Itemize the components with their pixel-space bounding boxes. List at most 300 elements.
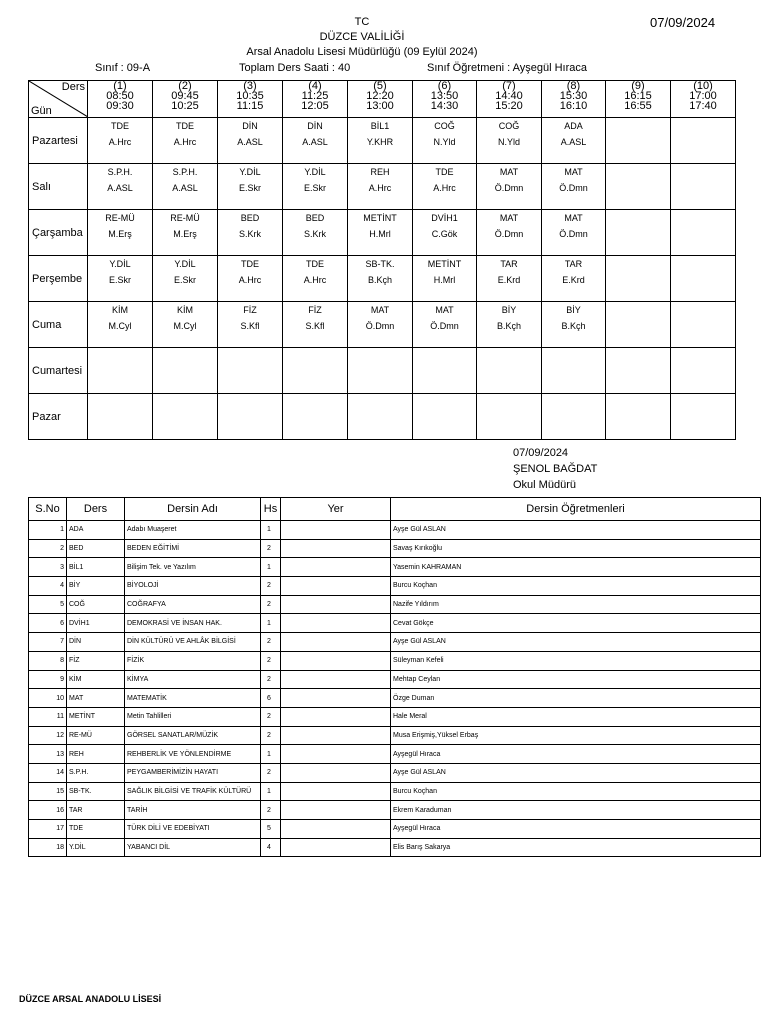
lesson-teacher: S.Krk bbox=[238, 229, 261, 239]
period-header bbox=[283, 81, 348, 118]
day-name: Perşembe bbox=[29, 256, 88, 302]
lesson-cell bbox=[413, 118, 477, 164]
lesson-cell bbox=[477, 210, 542, 256]
period-start: 11:25 bbox=[301, 90, 329, 102]
period-no: (3) bbox=[243, 80, 257, 92]
course-teachers: Yasemin KAHRAMAN bbox=[391, 558, 761, 577]
course-hours: 1 bbox=[261, 782, 281, 801]
lesson-cell bbox=[671, 118, 736, 164]
period-no: (1) bbox=[113, 80, 127, 92]
period-end: 09:30 bbox=[106, 100, 134, 112]
lesson-teacher: E.Skr bbox=[173, 275, 196, 285]
course-number: 18 bbox=[29, 838, 67, 857]
course-location bbox=[281, 577, 391, 596]
lesson-code: COĞ bbox=[498, 121, 520, 131]
day-row bbox=[29, 118, 736, 164]
corner-cell bbox=[29, 81, 88, 118]
lesson-cell bbox=[88, 210, 153, 256]
lesson-teacher: Ö.Dmn bbox=[559, 229, 588, 239]
lesson-teacher: A.Hrc bbox=[368, 183, 392, 193]
lesson-cell bbox=[542, 256, 606, 302]
header-school: Arsal Anadolu Lisesi Müdürlüğü (09 Eylül 2024) bbox=[246, 46, 478, 58]
lesson-cell bbox=[413, 348, 477, 394]
course-hours: 5 bbox=[261, 820, 281, 839]
course-hours: 1 bbox=[261, 745, 281, 764]
course-hours: 2 bbox=[261, 763, 281, 782]
lesson-teacher: A.Hrc bbox=[238, 275, 262, 285]
lesson-teacher: A.ASL bbox=[107, 183, 133, 193]
lesson-cell bbox=[606, 348, 671, 394]
period-header bbox=[477, 81, 542, 118]
lesson-cell bbox=[218, 256, 283, 302]
lesson-cell bbox=[88, 394, 153, 440]
total-hours: Toplam Ders Saati : 40 bbox=[239, 62, 351, 74]
lesson-teacher: Ö.Dmn bbox=[430, 321, 459, 331]
lesson-teacher: N.Yld bbox=[497, 137, 520, 147]
lesson-code: METİNT bbox=[427, 259, 462, 269]
course-number: 17 bbox=[29, 820, 67, 839]
lesson-code: RE-MÜ bbox=[105, 213, 135, 223]
lesson-teacher: E.Skr bbox=[303, 183, 326, 193]
course-teachers: Burcu Koçhan bbox=[391, 782, 761, 801]
lesson-teacher: Ö.Dmn bbox=[494, 229, 524, 239]
lesson-cell bbox=[606, 394, 671, 440]
lesson-cell bbox=[348, 256, 413, 302]
corner-gun-label: Gün bbox=[31, 105, 52, 117]
class-teacher: Sınıf Öğretmeni : Ayşegül Hıraca bbox=[427, 62, 587, 74]
footer-school-name: DÜZCE ARSAL ANADOLU LİSESİ bbox=[19, 994, 162, 1004]
period-start: 12:20 bbox=[366, 90, 394, 102]
lesson-code: TDE bbox=[176, 121, 194, 131]
lesson-teacher: S.Krk bbox=[303, 229, 326, 239]
course-row bbox=[29, 707, 761, 726]
corner-ders-label: Ders bbox=[61, 81, 85, 93]
lesson-teacher: S.Kfl bbox=[305, 321, 325, 331]
lesson-cell bbox=[88, 164, 153, 210]
lesson-cell bbox=[218, 118, 283, 164]
course-name: DİN KÜLTÜRÜ VE AHLÂK BİLGİSİ bbox=[125, 633, 261, 652]
lesson-cell bbox=[477, 302, 542, 348]
course-name: Bilişim Tek. ve Yazılım bbox=[125, 558, 261, 577]
period-start: 08:50 bbox=[106, 90, 134, 102]
course-number: 9 bbox=[29, 670, 67, 689]
course-teachers: Hale Meral bbox=[391, 707, 761, 726]
course-row bbox=[29, 651, 761, 670]
day-name: Cuma bbox=[29, 302, 88, 348]
period-end: 14:30 bbox=[430, 100, 459, 112]
period-end: 15:20 bbox=[495, 100, 523, 112]
course-name: BEDEN EĞİTİMİ bbox=[125, 539, 261, 558]
lesson-code: MAT bbox=[499, 167, 519, 177]
lesson-code: METİNT bbox=[363, 213, 397, 223]
lesson-cell bbox=[218, 164, 283, 210]
lesson-cell bbox=[477, 118, 542, 164]
lesson-teacher: N.Yld bbox=[433, 137, 456, 147]
course-hours: 1 bbox=[261, 521, 281, 540]
course-code: DİN bbox=[67, 633, 125, 652]
period-header bbox=[671, 81, 736, 118]
course-hours: 1 bbox=[261, 558, 281, 577]
lesson-teacher: Ö.Dmn bbox=[365, 321, 395, 331]
course-hours: 2 bbox=[261, 670, 281, 689]
lesson-code: BİY bbox=[566, 305, 581, 315]
lesson-cell bbox=[348, 164, 413, 210]
course-code: BİL1 bbox=[67, 558, 125, 577]
course-name: Adabı Muaşeret bbox=[125, 521, 261, 540]
lesson-code: BED bbox=[305, 213, 325, 223]
lesson-teacher: A.ASL bbox=[237, 137, 263, 147]
lesson-cell bbox=[283, 348, 348, 394]
course-teachers: Elis Barış Sakarya bbox=[391, 838, 761, 857]
course-hours: 2 bbox=[261, 539, 281, 558]
signature-name: ŞENOL BAĞDAT bbox=[513, 463, 598, 475]
lesson-cell bbox=[283, 118, 348, 164]
course-header-cell: Ders bbox=[67, 498, 125, 521]
lesson-cell bbox=[606, 210, 671, 256]
lesson-cell bbox=[153, 348, 218, 394]
lesson-code: DİN bbox=[307, 121, 323, 131]
lesson-cell bbox=[348, 394, 413, 440]
course-location bbox=[281, 633, 391, 652]
course-teachers: Ayşe Gül ASLAN bbox=[391, 633, 761, 652]
course-name: SAĞLIK BİLGİSİ VE TRAFİK KÜLTÜRÜ bbox=[125, 782, 261, 801]
course-location bbox=[281, 820, 391, 839]
period-start: 09:45 bbox=[171, 90, 199, 102]
course-code: MAT bbox=[67, 689, 125, 708]
lesson-cell bbox=[606, 302, 671, 348]
lesson-cell bbox=[88, 256, 153, 302]
course-teachers: Ayşegül Hıraca bbox=[391, 745, 761, 764]
course-teachers: Cevat Gökçe bbox=[391, 614, 761, 633]
course-teachers: Savaş Kırıkoğlu bbox=[391, 539, 761, 558]
course-row bbox=[29, 633, 761, 652]
lesson-code: TAR bbox=[500, 259, 518, 269]
lesson-code: BED bbox=[240, 213, 260, 223]
course-row bbox=[29, 521, 761, 540]
lesson-cell bbox=[153, 394, 218, 440]
lesson-code: RE-MÜ bbox=[170, 213, 200, 223]
course-hours: 2 bbox=[261, 707, 281, 726]
lesson-cell bbox=[283, 394, 348, 440]
lesson-teacher: A.ASL bbox=[560, 137, 587, 147]
lesson-code: KİM bbox=[111, 305, 128, 315]
header-governorship: DÜZCE VALİLİĞİ bbox=[319, 31, 405, 43]
lesson-teacher: M.Erş bbox=[173, 229, 197, 239]
course-location bbox=[281, 670, 391, 689]
course-location bbox=[281, 558, 391, 577]
lesson-cell bbox=[606, 164, 671, 210]
lesson-code: TAR bbox=[564, 259, 583, 269]
course-hours: 2 bbox=[261, 801, 281, 820]
lesson-cell bbox=[153, 164, 218, 210]
schedule-table bbox=[28, 80, 736, 440]
course-code: KİM bbox=[67, 670, 125, 689]
lesson-code: MAT bbox=[564, 213, 583, 223]
course-row bbox=[29, 838, 761, 857]
course-row bbox=[29, 595, 761, 614]
lesson-cell bbox=[542, 394, 606, 440]
course-header-cell: Yer bbox=[281, 498, 391, 521]
lesson-code: Y.DİL bbox=[304, 167, 326, 177]
course-teachers: Mehtap Ceylan bbox=[391, 670, 761, 689]
lesson-code: Y.DİL bbox=[174, 259, 196, 269]
lesson-cell bbox=[542, 302, 606, 348]
course-name: COĞRAFYA bbox=[125, 595, 261, 614]
course-hours: 2 bbox=[261, 651, 281, 670]
course-teachers: Ayşegül Hıraca bbox=[391, 820, 761, 839]
lesson-code: FİZ bbox=[243, 305, 257, 315]
period-no: (7) bbox=[502, 80, 516, 92]
course-location bbox=[281, 539, 391, 558]
course-location bbox=[281, 838, 391, 857]
lesson-cell bbox=[218, 302, 283, 348]
lesson-teacher: H.Mrl bbox=[433, 275, 456, 285]
course-name: REHBERLİK VE YÖNLENDİRME bbox=[125, 745, 261, 764]
course-location bbox=[281, 726, 391, 745]
course-number: 3 bbox=[29, 558, 67, 577]
lesson-cell bbox=[671, 302, 736, 348]
lesson-teacher: M.Cyl bbox=[173, 321, 197, 331]
lesson-code: REH bbox=[370, 167, 390, 177]
course-code: Y.DİL bbox=[67, 838, 125, 857]
course-code: REH bbox=[67, 745, 125, 764]
lesson-cell bbox=[413, 210, 477, 256]
course-location bbox=[281, 782, 391, 801]
course-teachers: Nazife Yıldırım bbox=[391, 595, 761, 614]
lesson-cell bbox=[283, 256, 348, 302]
course-number: 15 bbox=[29, 782, 67, 801]
course-number: 14 bbox=[29, 763, 67, 782]
lesson-code: KİM bbox=[176, 305, 193, 315]
course-code: BİY bbox=[67, 577, 125, 596]
day-name: Pazartesi bbox=[29, 118, 88, 164]
course-name: DEMOKRASİ VE İNSAN HAK. bbox=[125, 614, 261, 633]
period-start: 16:15 bbox=[624, 90, 652, 102]
period-end: 11:15 bbox=[236, 100, 264, 112]
course-hours: 4 bbox=[261, 838, 281, 857]
lesson-teacher: M.Erş bbox=[108, 229, 132, 239]
course-location bbox=[281, 614, 391, 633]
course-row bbox=[29, 614, 761, 633]
day-name: Cumartesi bbox=[29, 348, 88, 394]
course-hours: 2 bbox=[261, 595, 281, 614]
lesson-code: MAT bbox=[564, 167, 583, 177]
period-end: 10:25 bbox=[171, 100, 199, 112]
course-number: 1 bbox=[29, 521, 67, 540]
lesson-cell bbox=[671, 348, 736, 394]
period-no: (2) bbox=[178, 80, 192, 92]
course-number: 10 bbox=[29, 689, 67, 708]
day-row bbox=[29, 394, 736, 440]
day-row bbox=[29, 256, 736, 302]
lesson-cell bbox=[348, 210, 413, 256]
lesson-cell bbox=[218, 394, 283, 440]
lesson-cell bbox=[283, 210, 348, 256]
lesson-teacher: B.Kçh bbox=[561, 321, 586, 331]
period-end: 12:05 bbox=[301, 100, 329, 112]
course-name: YABANCI DİL bbox=[125, 838, 261, 857]
day-row bbox=[29, 302, 736, 348]
course-row bbox=[29, 577, 761, 596]
lesson-cell bbox=[348, 118, 413, 164]
lesson-cell bbox=[153, 210, 218, 256]
lesson-teacher: E.Skr bbox=[238, 183, 261, 193]
lesson-cell bbox=[413, 394, 477, 440]
course-number: 11 bbox=[29, 707, 67, 726]
course-code: TDE bbox=[67, 820, 125, 839]
period-header bbox=[606, 81, 671, 118]
period-end: 16:10 bbox=[559, 100, 588, 112]
period-end: 13:00 bbox=[366, 100, 394, 112]
course-row bbox=[29, 670, 761, 689]
course-number: 4 bbox=[29, 577, 67, 596]
course-header-cell: Hs bbox=[261, 498, 281, 521]
day-row bbox=[29, 348, 736, 394]
course-row bbox=[29, 726, 761, 745]
lesson-teacher: E.Krd bbox=[562, 275, 585, 285]
lesson-code: MAT bbox=[370, 305, 390, 315]
course-code: COĞ bbox=[67, 595, 125, 614]
lesson-cell bbox=[218, 210, 283, 256]
lesson-teacher: C.Gök bbox=[431, 229, 458, 239]
lesson-teacher: H.Mrl bbox=[369, 229, 391, 239]
lesson-cell bbox=[218, 348, 283, 394]
course-name: Metin Tahlilleri bbox=[125, 707, 261, 726]
course-teachers: Özge Duman bbox=[391, 689, 761, 708]
day-name: Çarşamba bbox=[29, 210, 88, 256]
course-row bbox=[29, 745, 761, 764]
period-start: 14:40 bbox=[495, 90, 523, 102]
header-date: 07/09/2024 bbox=[650, 15, 716, 30]
period-header bbox=[153, 81, 218, 118]
course-name: MATEMATİK bbox=[125, 689, 261, 708]
period-end: 16:55 bbox=[624, 100, 652, 112]
course-teachers: Süleyman Kefeli bbox=[391, 651, 761, 670]
course-header-cell: Dersin Öğretmenleri bbox=[391, 498, 761, 521]
lesson-code: TDE bbox=[241, 259, 259, 269]
lesson-teacher: S.Kfl bbox=[240, 321, 260, 331]
lesson-cell bbox=[88, 118, 153, 164]
course-hours: 1 bbox=[261, 614, 281, 633]
course-name: FİZİK bbox=[125, 651, 261, 670]
period-no: (4) bbox=[308, 80, 322, 92]
lesson-code: DVİH1 bbox=[431, 213, 458, 223]
lesson-teacher: A.ASL bbox=[172, 183, 198, 193]
lesson-teacher: M.Cyl bbox=[108, 321, 132, 331]
lesson-code: SB-TK. bbox=[365, 259, 395, 269]
lesson-cell bbox=[413, 302, 477, 348]
course-name: KİMYA bbox=[125, 670, 261, 689]
course-teachers: Ekrem Karaduman bbox=[391, 801, 761, 820]
course-teachers: Burcu Koçhan bbox=[391, 577, 761, 596]
course-row bbox=[29, 558, 761, 577]
course-teachers: Ayşe Gül ASLAN bbox=[391, 521, 761, 540]
period-no: (8) bbox=[566, 80, 581, 92]
period-no: (9) bbox=[631, 80, 645, 92]
course-header-cell: S.No bbox=[29, 498, 67, 521]
lesson-cell bbox=[88, 348, 153, 394]
course-code: SB-TK. bbox=[67, 782, 125, 801]
course-row bbox=[29, 782, 761, 801]
lesson-code: TDE bbox=[111, 121, 129, 131]
class-label: Sınıf : 09-A bbox=[95, 62, 151, 74]
lesson-cell bbox=[477, 164, 542, 210]
course-row bbox=[29, 801, 761, 820]
course-hours: 6 bbox=[261, 689, 281, 708]
lesson-cell bbox=[283, 164, 348, 210]
lesson-code: BİY bbox=[501, 305, 517, 315]
course-location bbox=[281, 651, 391, 670]
lesson-code: MAT bbox=[435, 305, 454, 315]
lesson-cell bbox=[153, 302, 218, 348]
course-location bbox=[281, 763, 391, 782]
course-row bbox=[29, 539, 761, 558]
course-hours: 2 bbox=[261, 577, 281, 596]
period-header bbox=[218, 81, 283, 118]
courses-header-row bbox=[29, 498, 761, 521]
day-row bbox=[29, 210, 736, 256]
course-hours: 2 bbox=[261, 633, 281, 652]
course-row bbox=[29, 763, 761, 782]
course-row bbox=[29, 820, 761, 839]
course-number: 5 bbox=[29, 595, 67, 614]
course-teachers: Ayşe Gül ASLAN bbox=[391, 763, 761, 782]
course-name: GÖRSEL SANATLAR/MÜZİK bbox=[125, 726, 261, 745]
period-no: (5) bbox=[373, 80, 387, 92]
period-end: 17:40 bbox=[689, 100, 717, 112]
lesson-cell bbox=[413, 256, 477, 302]
course-teachers: Musa Erişmiş,Yüksel Erbaş bbox=[391, 726, 761, 745]
course-number: 13 bbox=[29, 745, 67, 764]
lesson-teacher: A.Hrc bbox=[303, 275, 327, 285]
course-code: BED bbox=[67, 539, 125, 558]
course-number: 16 bbox=[29, 801, 67, 820]
period-start: 15:30 bbox=[559, 90, 588, 102]
signature-title: Okul Müdürü bbox=[513, 479, 576, 491]
course-location bbox=[281, 521, 391, 540]
lesson-cell bbox=[477, 348, 542, 394]
period-start: 10:35 bbox=[236, 90, 264, 102]
period-header bbox=[88, 81, 153, 118]
lesson-code: TDE bbox=[306, 259, 324, 269]
course-code: RE-MÜ bbox=[67, 726, 125, 745]
course-number: 2 bbox=[29, 539, 67, 558]
lesson-cell bbox=[283, 302, 348, 348]
lesson-cell bbox=[671, 394, 736, 440]
course-number: 8 bbox=[29, 651, 67, 670]
lesson-teacher: E.Krd bbox=[497, 275, 521, 285]
signature-date: 07/09/2024 bbox=[513, 447, 569, 459]
lesson-cell bbox=[671, 256, 736, 302]
lesson-code: S.P.H. bbox=[107, 167, 133, 177]
schedule-header-row bbox=[29, 81, 736, 118]
course-name: TARİH bbox=[125, 801, 261, 820]
course-row bbox=[29, 689, 761, 708]
lesson-teacher: A.ASL bbox=[302, 137, 328, 147]
course-name: TÜRK DİLİ VE EDEBİYATI bbox=[125, 820, 261, 839]
course-hours: 2 bbox=[261, 726, 281, 745]
lesson-code: TDE bbox=[435, 167, 454, 177]
lesson-teacher: A.Hrc bbox=[433, 183, 456, 193]
course-code: S.P.H. bbox=[67, 763, 125, 782]
lesson-teacher: B.Kçh bbox=[496, 321, 521, 331]
period-header bbox=[413, 81, 477, 118]
lesson-cell bbox=[348, 348, 413, 394]
lesson-cell bbox=[88, 302, 153, 348]
courses-table bbox=[28, 497, 761, 857]
period-header bbox=[542, 81, 606, 118]
lesson-cell bbox=[477, 394, 542, 440]
